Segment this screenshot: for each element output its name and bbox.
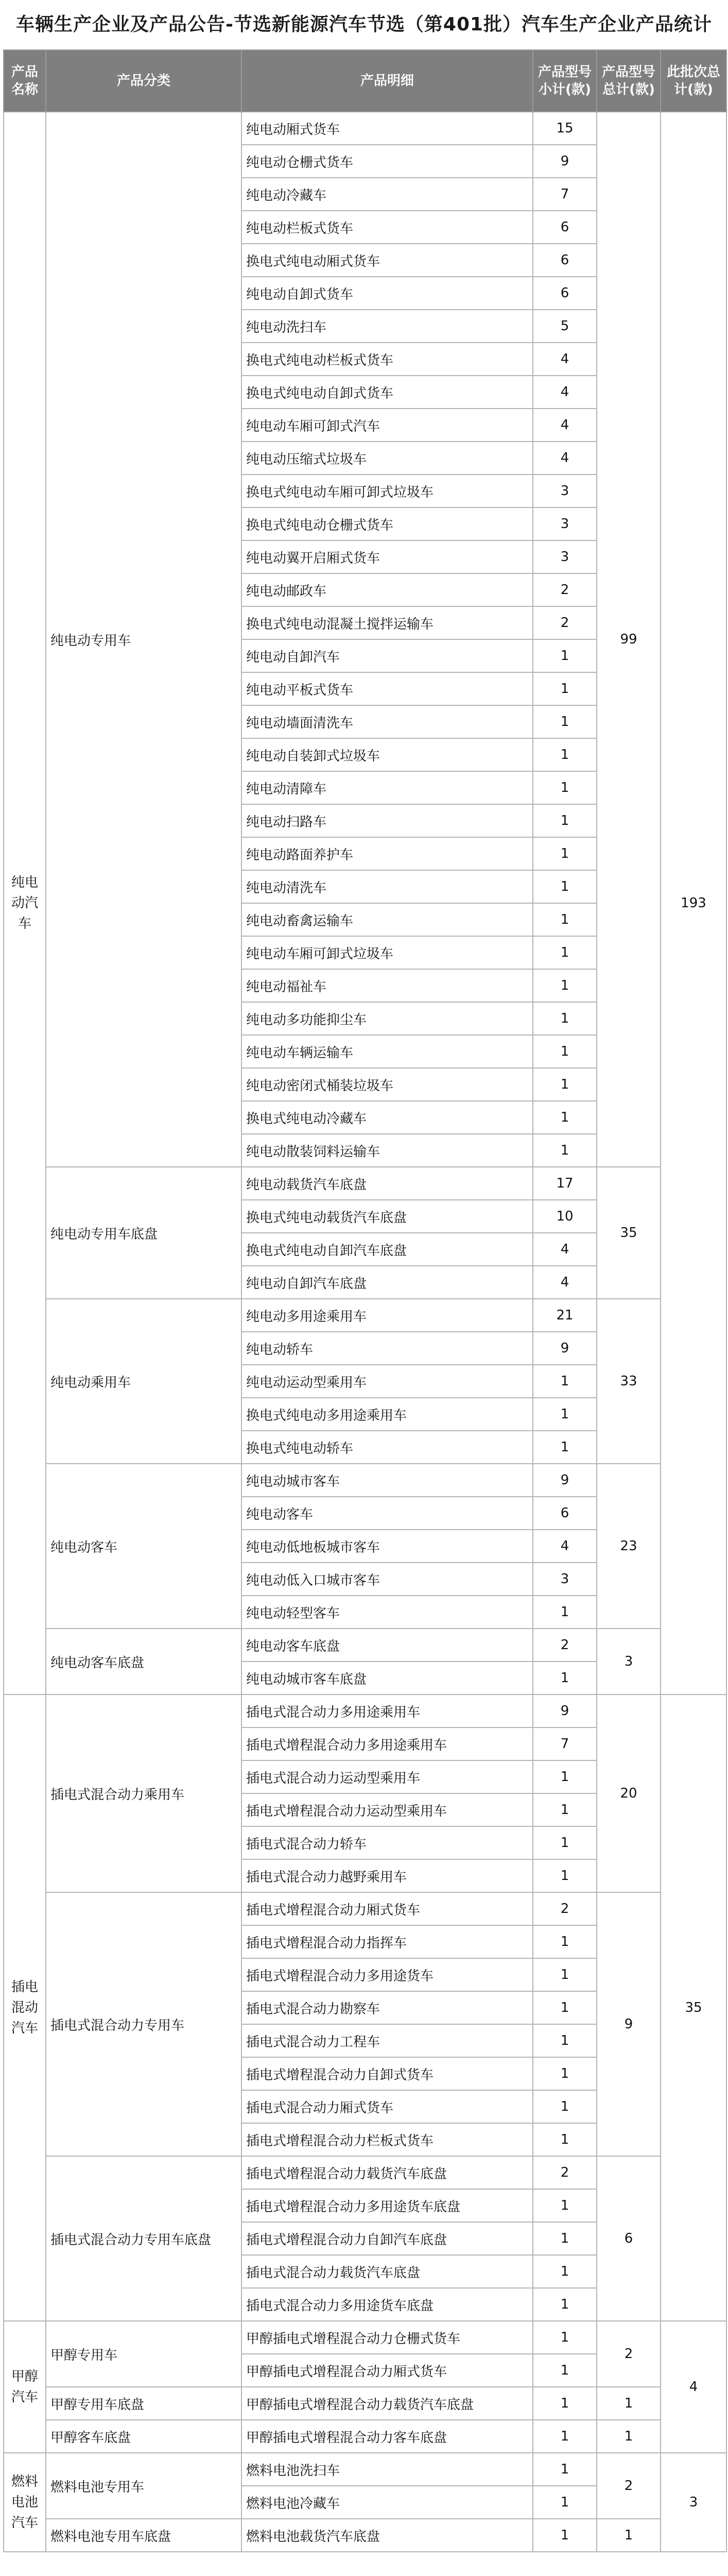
table-row <box>4 1167 726 1200</box>
detail-cell: 换电式纯电动冷藏车 <box>241 1101 533 1134</box>
detail-cell: 纯电动清障车 <box>241 771 533 804</box>
subtotal-cell: 1 <box>533 1760 597 1793</box>
subtotal-cell: 1 <box>533 2321 597 2354</box>
table-row <box>4 2420 726 2453</box>
subtotal-cell: 1 <box>533 1398 597 1431</box>
subtotal-cell: 1 <box>533 738 597 771</box>
detail-cell: 纯电动压缩式垃圾车 <box>241 442 533 474</box>
subtotal-cell: 1 <box>533 2024 597 2057</box>
category-cell: 燃料电池专用车底盘 <box>46 2519 241 2552</box>
table-body <box>4 112 726 2552</box>
category-sum-cell: 20 <box>597 1694 661 1892</box>
subtotal-cell: 1 <box>533 936 597 969</box>
subtotal-cell: 3 <box>533 540 597 573</box>
subtotal-cell: 9 <box>533 1694 597 1727</box>
detail-cell: 纯电动轻型客车 <box>241 1596 533 1629</box>
detail-cell: 纯电动密闭式桶装垃圾车 <box>241 1068 533 1101</box>
subtotal-cell: 6 <box>533 211 597 244</box>
detail-cell: 插电式混合动力工程车 <box>241 2024 533 2057</box>
subtotal-cell: 1 <box>533 1793 597 1826</box>
subtotal-cell: 1 <box>533 2189 597 2222</box>
subtotal-cell: 1 <box>533 903 597 936</box>
subtotal-cell: 9 <box>533 1332 597 1365</box>
detail-cell: 插电式增程混合动力多用途货车 <box>241 1958 533 1991</box>
detail-cell: 甲醇插电式增程混合动力厢式货车 <box>241 2354 533 2387</box>
detail-cell: 纯电动平板式货车 <box>241 672 533 705</box>
detail-cell: 纯电动自卸汽车 <box>241 639 533 672</box>
subtotal-cell: 1 <box>533 1596 597 1629</box>
subtotal-cell: 7 <box>533 178 597 211</box>
subtotal-cell: 1 <box>533 1859 597 1892</box>
header-model-sum: 产品型号总计(款) <box>597 50 661 112</box>
category-sum-cell: 1 <box>597 2420 661 2453</box>
batch-total-cell: 193 <box>661 112 726 1694</box>
subtotal-cell: 4 <box>533 1233 597 1266</box>
detail-cell: 换电式纯电动轿车 <box>241 1431 533 1464</box>
subtotal-cell: 2 <box>533 2156 597 2189</box>
detail-cell: 纯电动散装饲料运输车 <box>241 1134 533 1167</box>
subtotal-cell: 1 <box>533 1431 597 1464</box>
detail-cell: 纯电动栏板式货车 <box>241 211 533 244</box>
subtotal-cell: 3 <box>533 1563 597 1596</box>
subtotal-cell: 1 <box>533 639 597 672</box>
category-sum-cell: 2 <box>597 2321 661 2387</box>
detail-cell: 换电式纯电动车厢可卸式垃圾车 <box>241 474 533 507</box>
subtotal-cell: 1 <box>533 2288 597 2321</box>
category-cell: 纯电动专用车 <box>46 112 241 1167</box>
subtotal-cell: 21 <box>533 1299 597 1332</box>
category-cell: 插电式混合动力专用车 <box>46 1892 241 2156</box>
detail-cell: 燃料电池冷藏车 <box>241 2486 533 2519</box>
header-product-name: 产品名称 <box>4 50 46 112</box>
table-row <box>4 1892 726 1925</box>
subtotal-cell: 1 <box>533 672 597 705</box>
detail-cell: 纯电动畜禽运输车 <box>241 903 533 936</box>
subtotal-cell: 1 <box>533 2222 597 2255</box>
subtotal-cell: 1 <box>533 1101 597 1134</box>
detail-cell: 插电式混合动力载货汽车底盘 <box>241 2255 533 2288</box>
subtotal-cell: 1 <box>533 2123 597 2156</box>
detail-cell: 插电式混合动力多用途货车底盘 <box>241 2288 533 2321</box>
category-cell: 甲醇专用车 <box>46 2321 241 2387</box>
detail-cell: 纯电动邮政车 <box>241 573 533 606</box>
detail-cell: 纯电动自装卸式垃圾车 <box>241 738 533 771</box>
subtotal-cell: 3 <box>533 507 597 540</box>
detail-cell: 纯电动自卸汽车底盘 <box>241 1266 533 1299</box>
subtotal-cell: 1 <box>533 2387 597 2420</box>
subtotal-cell: 17 <box>533 1167 597 1200</box>
category-cell: 纯电动客车 <box>46 1464 241 1629</box>
subtotal-cell: 1 <box>533 1134 597 1167</box>
detail-cell: 插电式增程混合动力栏板式货车 <box>241 2123 533 2156</box>
category-cell: 插电式混合动力乘用车 <box>46 1694 241 1892</box>
product-name-cell: 纯电动汽车 <box>4 112 46 1694</box>
subtotal-cell: 2 <box>533 606 597 639</box>
detail-cell: 纯电动清洗车 <box>241 870 533 903</box>
detail-cell: 换电式纯电动栏板式货车 <box>241 343 533 376</box>
subtotal-cell: 6 <box>533 277 597 310</box>
detail-cell: 甲醇插电式增程混合动力客车底盘 <box>241 2420 533 2453</box>
detail-cell: 插电式增程混合动力运动型乘用车 <box>241 1793 533 1826</box>
subtotal-cell: 1 <box>533 2057 597 2090</box>
header-product-category: 产品分类 <box>46 50 241 112</box>
category-sum-cell: 99 <box>597 112 661 1167</box>
header-row <box>4 50 726 112</box>
table-row <box>4 2519 726 2552</box>
detail-cell: 插电式增程混合动力载货汽车底盘 <box>241 2156 533 2189</box>
subtotal-cell: 1 <box>533 870 597 903</box>
detail-cell: 换电式纯电动自卸汽车底盘 <box>241 1233 533 1266</box>
detail-cell: 纯电动城市客车底盘 <box>241 1662 533 1694</box>
subtotal-cell: 1 <box>533 1365 597 1398</box>
detail-cell: 换电式纯电动厢式货车 <box>241 244 533 277</box>
table-row <box>4 1629 726 1662</box>
detail-cell: 插电式增程混合动力自卸汽车底盘 <box>241 2222 533 2255</box>
table-row <box>4 2321 726 2354</box>
header-batch-total: 此批次总计(款) <box>661 50 726 112</box>
subtotal-cell: 4 <box>533 409 597 442</box>
detail-cell: 插电式增程混合动力多用途货车底盘 <box>241 2189 533 2222</box>
statistics-table <box>3 49 727 2552</box>
subtotal-cell: 1 <box>533 1662 597 1694</box>
detail-cell: 纯电动低入口城市客车 <box>241 1563 533 1596</box>
subtotal-cell: 1 <box>533 969 597 1002</box>
detail-cell: 换电式纯电动混凝土搅拌运输车 <box>241 606 533 639</box>
subtotal-cell: 1 <box>533 2453 597 2486</box>
table-row <box>4 1464 726 1497</box>
subtotal-cell: 1 <box>533 1958 597 1991</box>
subtotal-cell: 4 <box>533 343 597 376</box>
detail-cell: 纯电动轿车 <box>241 1332 533 1365</box>
table-row <box>4 2387 726 2420</box>
subtotal-cell: 1 <box>533 1826 597 1859</box>
category-sum-cell: 23 <box>597 1464 661 1629</box>
table-row <box>4 2156 726 2189</box>
subtotal-cell: 9 <box>533 145 597 178</box>
category-cell: 插电式混合动力专用车底盘 <box>46 2156 241 2321</box>
detail-cell: 换电式纯电动载货汽车底盘 <box>241 1200 533 1233</box>
detail-cell: 纯电动福祉车 <box>241 969 533 1002</box>
subtotal-cell: 9 <box>533 1464 597 1497</box>
category-cell: 燃料电池专用车 <box>46 2453 241 2519</box>
detail-cell: 插电式增程混合动力自卸式货车 <box>241 2057 533 2090</box>
category-sum-cell: 2 <box>597 2453 661 2519</box>
subtotal-cell: 3 <box>533 474 597 507</box>
detail-cell: 纯电动墙面清洗车 <box>241 705 533 738</box>
detail-cell: 纯电动扫路车 <box>241 804 533 837</box>
category-cell: 纯电动专用车底盘 <box>46 1167 241 1299</box>
subtotal-cell: 7 <box>533 1727 597 1760</box>
table-row <box>4 2453 726 2486</box>
subtotal-cell: 1 <box>533 1991 597 2024</box>
category-cell: 甲醇专用车底盘 <box>46 2387 241 2420</box>
product-name-cell: 插电混动汽车 <box>4 1694 46 2321</box>
subtotal-cell: 1 <box>533 2354 597 2387</box>
subtotal-cell: 4 <box>533 376 597 409</box>
subtotal-cell: 6 <box>533 1497 597 1530</box>
header-model-subtotal: 产品型号小计(款) <box>533 50 597 112</box>
header-product-detail: 产品明细 <box>241 50 533 112</box>
detail-cell: 甲醇插电式增程混合动力载货汽车底盘 <box>241 2387 533 2420</box>
subtotal-cell: 1 <box>533 1925 597 1958</box>
table-row <box>4 1694 726 1727</box>
category-sum-cell: 6 <box>597 2156 661 2321</box>
detail-cell: 插电式增程混合动力厢式货车 <box>241 1892 533 1925</box>
detail-cell: 纯电动载货汽车底盘 <box>241 1167 533 1200</box>
detail-cell: 纯电动车厢可卸式垃圾车 <box>241 936 533 969</box>
subtotal-cell: 4 <box>533 442 597 474</box>
category-cell: 甲醇客车底盘 <box>46 2420 241 2453</box>
category-cell: 纯电动客车底盘 <box>46 1629 241 1694</box>
batch-total-cell: 3 <box>661 2453 726 2552</box>
subtotal-cell: 1 <box>533 804 597 837</box>
detail-cell: 纯电动自卸式货车 <box>241 277 533 310</box>
category-sum-cell: 3 <box>597 1629 661 1694</box>
detail-cell: 燃料电池洗扫车 <box>241 2453 533 2486</box>
detail-cell: 纯电动多用途乘用车 <box>241 1299 533 1332</box>
subtotal-cell: 2 <box>533 1629 597 1662</box>
subtotal-cell: 1 <box>533 2519 597 2552</box>
detail-cell: 纯电动多功能抑尘车 <box>241 1002 533 1035</box>
detail-cell: 插电式增程混合动力指挥车 <box>241 1925 533 1958</box>
detail-cell: 纯电动低地板城市客车 <box>241 1530 533 1563</box>
category-sum-cell: 35 <box>597 1167 661 1299</box>
subtotal-cell: 1 <box>533 771 597 804</box>
category-cell: 纯电动乘用车 <box>46 1299 241 1464</box>
detail-cell: 换电式纯电动多用途乘用车 <box>241 1398 533 1431</box>
subtotal-cell: 1 <box>533 2255 597 2288</box>
subtotal-cell: 4 <box>533 1266 597 1299</box>
subtotal-cell: 1 <box>533 2486 597 2519</box>
subtotal-cell: 2 <box>533 573 597 606</box>
subtotal-cell: 1 <box>533 2420 597 2453</box>
detail-cell: 纯电动车厢可卸式汽车 <box>241 409 533 442</box>
detail-cell: 甲醇插电式增程混合动力仓栅式货车 <box>241 2321 533 2354</box>
subtotal-cell: 1 <box>533 2090 597 2123</box>
detail-cell: 插电式混合动力多用途乘用车 <box>241 1694 533 1727</box>
subtotal-cell: 2 <box>533 1892 597 1925</box>
detail-cell: 换电式纯电动仓栅式货车 <box>241 507 533 540</box>
subtotal-cell: 1 <box>533 1035 597 1068</box>
detail-cell: 纯电动运动型乘用车 <box>241 1365 533 1398</box>
detail-cell: 插电式混合动力厢式货车 <box>241 2090 533 2123</box>
detail-cell: 纯电动车辆运输车 <box>241 1035 533 1068</box>
table-row <box>4 112 726 145</box>
detail-cell: 纯电动客车底盘 <box>241 1629 533 1662</box>
subtotal-cell: 6 <box>533 244 597 277</box>
subtotal-cell: 1 <box>533 1068 597 1101</box>
detail-cell: 插电式混合动力轿车 <box>241 1826 533 1859</box>
subtotal-cell: 4 <box>533 1530 597 1563</box>
detail-cell: 插电式混合动力运动型乘用车 <box>241 1760 533 1793</box>
detail-cell: 纯电动城市客车 <box>241 1464 533 1497</box>
category-sum-cell: 9 <box>597 1892 661 2156</box>
product-name-cell: 甲醇汽车 <box>4 2321 46 2453</box>
subtotal-cell: 15 <box>533 112 597 145</box>
detail-cell: 纯电动冷藏车 <box>241 178 533 211</box>
detail-cell: 纯电动翼开启厢式货车 <box>241 540 533 573</box>
detail-cell: 燃料电池载货汽车底盘 <box>241 2519 533 2552</box>
detail-cell: 插电式混合动力勘察车 <box>241 1991 533 2024</box>
detail-cell: 插电式混合动力越野乘用车 <box>241 1859 533 1892</box>
detail-cell: 纯电动仓栅式货车 <box>241 145 533 178</box>
product-name-cell: 燃料电池汽车 <box>4 2453 46 2552</box>
detail-cell: 纯电动路面养护车 <box>241 837 533 870</box>
table-row <box>4 1299 726 1332</box>
detail-cell: 纯电动厢式货车 <box>241 112 533 145</box>
detail-cell: 插电式增程混合动力多用途乘用车 <box>241 1727 533 1760</box>
batch-total-cell: 35 <box>661 1694 726 2321</box>
subtotal-cell: 1 <box>533 705 597 738</box>
subtotal-cell: 1 <box>533 1002 597 1035</box>
category-sum-cell: 33 <box>597 1299 661 1464</box>
category-sum-cell: 1 <box>597 2387 661 2420</box>
page-title: 车辆生产企业及产品公告-节选新能源汽车节选（第401批）汽车生产企业产品统计 <box>15 14 713 35</box>
detail-cell: 换电式纯电动自卸式货车 <box>241 376 533 409</box>
batch-total-cell: 4 <box>661 2321 726 2453</box>
subtotal-cell: 1 <box>533 837 597 870</box>
detail-cell: 纯电动洗扫车 <box>241 310 533 343</box>
subtotal-cell: 10 <box>533 1200 597 1233</box>
detail-cell: 纯电动客车 <box>241 1497 533 1530</box>
category-sum-cell: 1 <box>597 2519 661 2552</box>
subtotal-cell: 5 <box>533 310 597 343</box>
